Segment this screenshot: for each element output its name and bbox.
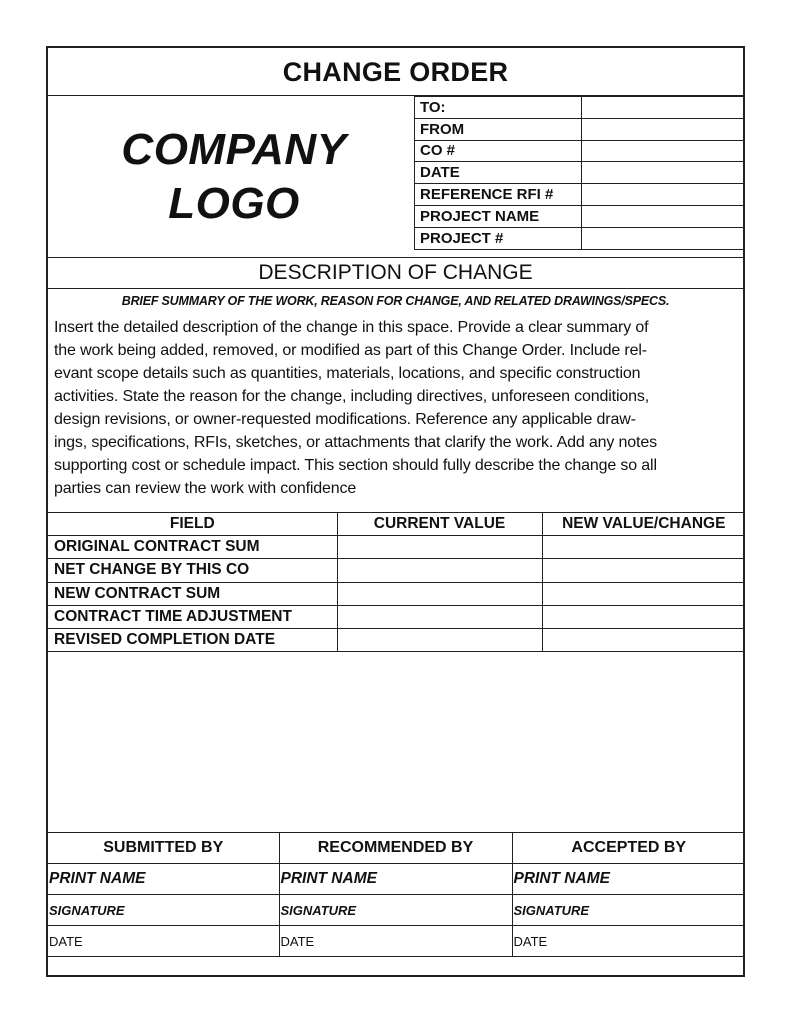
submitted-print-name-field[interactable]: PRINT NAME [48,864,279,895]
col-header-new-value: NEW VALUE/CHANGE [542,513,745,536]
to-field[interactable] [582,97,745,119]
notes-area[interactable] [48,652,745,832]
accepted-print-name-field[interactable]: PRINT NAME [512,864,745,895]
reference-rfi-field[interactable] [582,184,745,206]
table-row [48,582,745,605]
info-label-from: FROM [415,118,582,140]
info-row [415,205,745,227]
description-subheading: BRIEF SUMMARY OF THE WORK, REASON FOR CHANGE, AND RELATED DRAWINGS/SPECS. [121,294,670,308]
co-number-field[interactable] [582,140,745,162]
from-field[interactable] [582,118,745,140]
current-value-cell[interactable] [337,582,542,605]
submitted-date-field[interactable]: DATE [48,926,279,957]
description-line: activities. State the reason for the change, including directives, unforeseen conditions, [54,388,650,405]
info-label-to: TO: [415,97,582,119]
project-number-field[interactable] [582,227,745,249]
current-value-cell[interactable] [337,605,542,628]
info-label-project-name: PROJECT NAME [415,205,582,227]
signature-row [48,895,745,926]
description-text[interactable] [54,316,738,500]
new-value-cell[interactable] [542,582,745,605]
recommended-date-field[interactable]: DATE [279,926,512,957]
description-line: evant scope details such as quantities, materials, locations, and specific construction [54,365,641,382]
info-row [415,162,745,184]
description-heading: DESCRIPTION OF CHANGE [258,261,533,284]
description-line: Insert the detailed description of the change in this space. Provide a clear summary of [54,319,649,336]
new-value-cell[interactable] [542,559,745,582]
info-row [415,227,745,249]
signature-header-row [48,833,745,864]
submitted-by-header: SUBMITTED BY [48,833,279,864]
company-logo [48,96,414,258]
row-label-revised-completion-date: REVISED COMPLETION DATE [48,628,337,651]
accepted-signature-field[interactable]: SIGNATURE [512,895,745,926]
form-title: CHANGE ORDER [282,56,509,87]
description-line: ings, specifications, RFIs, sketches, or attachments that clarify the work. Add any notes [54,434,657,451]
current-value-cell[interactable] [337,536,542,559]
recommended-by-header: RECOMMENDED BY [279,833,512,864]
new-value-cell[interactable] [542,605,745,628]
info-label-date: DATE [415,162,582,184]
date-field[interactable] [582,162,745,184]
description-line: parties can review the work with confidence [54,480,357,497]
description-line: design revisions, or owner-requested modifications. Reference any applicable draw- [54,411,636,428]
info-row [415,118,745,140]
info-row [415,184,745,206]
info-label-project-number: PROJECT # [415,227,582,249]
change-order-form [46,46,745,977]
info-table [414,96,745,250]
info-label-reference-rfi: REFERENCE RFI # [415,184,582,206]
current-value-cell[interactable] [337,559,542,582]
recommended-signature-field[interactable]: SIGNATURE [279,895,512,926]
project-name-field[interactable] [582,205,745,227]
date-row [48,926,745,957]
logo-line-1: COMPANY [121,125,347,174]
accepted-by-header: ACCEPTED BY [512,833,745,864]
info-row [415,140,745,162]
recommended-print-name-field[interactable]: PRINT NAME [279,864,512,895]
description-line: supporting cost or schedule impact. This section should fully describe the change so all [54,457,657,474]
logo-line-2: LOGO [168,179,300,228]
divider [48,288,743,289]
table-header-row [48,513,745,536]
table-row [48,559,745,582]
info-row [415,97,745,119]
new-value-cell[interactable] [542,628,745,651]
contract-values-table [48,512,745,652]
accepted-date-field[interactable]: DATE [512,926,745,957]
row-label-net-change: NET CHANGE BY THIS CO [48,559,337,582]
row-label-contract-time-adjustment: CONTRACT TIME ADJUSTMENT [48,605,337,628]
row-label-original-contract-sum: ORIGINAL CONTRACT SUM [48,536,337,559]
print-name-row [48,864,745,895]
col-header-current-value: CURRENT VALUE [337,513,542,536]
signature-table [48,832,745,957]
description-line: the work being added, removed, or modified as part of this Change Order. Include rel- [54,342,647,359]
row-label-new-contract-sum: NEW CONTRACT SUM [48,582,337,605]
table-row [48,628,745,651]
info-label-co-number: CO # [415,140,582,162]
submitted-signature-field[interactable]: SIGNATURE [48,895,279,926]
table-row [48,536,745,559]
col-header-field: FIELD [48,513,337,536]
table-row [48,605,745,628]
current-value-cell[interactable] [337,628,542,651]
new-value-cell[interactable] [542,536,745,559]
